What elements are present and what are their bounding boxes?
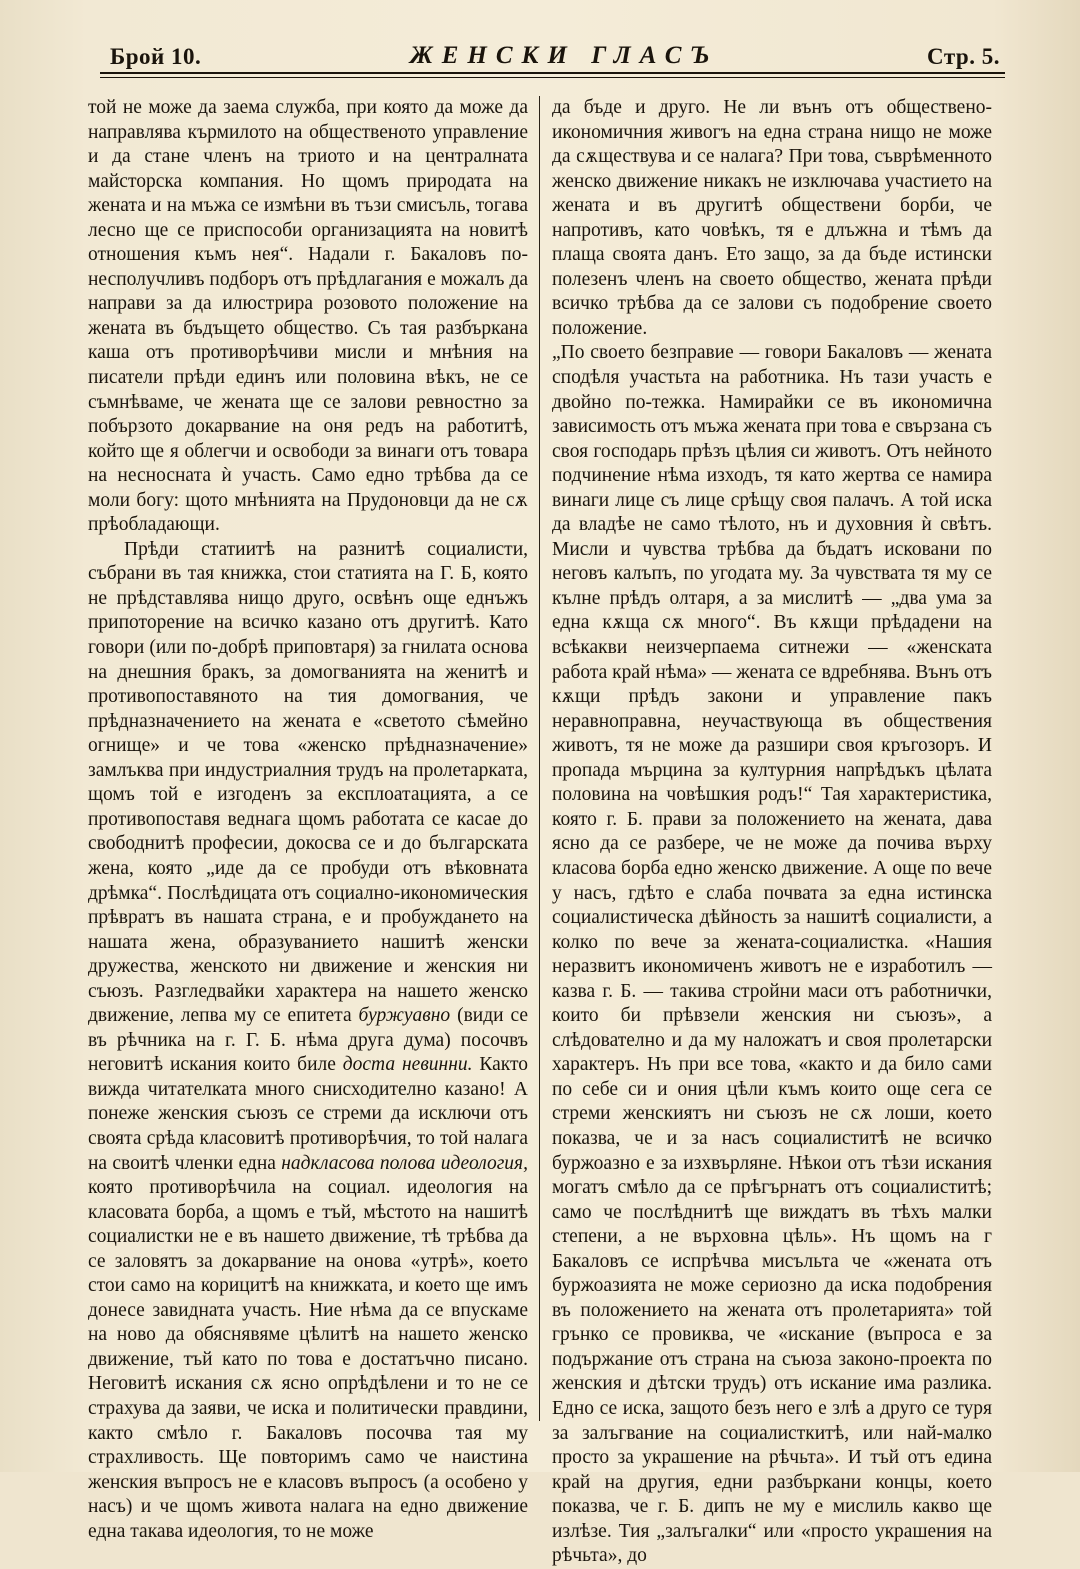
- left-p2-text-c: Както вижда читателката много снисходително казано! А понеже женския съюзъ се стреми да исключи отъ своята срѣда класовитѣ противорѣчия, то той налага на своитѣ членки една: [88, 1054, 529, 1174]
- header-rule-thin: [100, 77, 1005, 78]
- left-column: [88, 96, 528, 1544]
- column-divider: [539, 96, 540, 1421]
- left-p2-text-b: (види се въ рѣчника на г. Г. Б. нѣма друга дума) посочвъ неговитѣ искания които биле: [88, 1005, 529, 1076]
- left-paragraph-1: той не може да заема служба, при която да може да направлява кърмилото на общественото управление и да стане членъ на триото и на централната майсторска компания. Но щомъ природата на жената и на мъжа се измѣни въ тъзи смисъль, тогава лесно ще се приспособи организацията на новитѣ отношения къмъ нея“. Надали г. Бакаловъ по-несполучливъ подборъ отъ прѣдлагания е можалъ да направи за да илюстрира розовото положение на жената въ бъдъщето общество. Съ тая разбъркана каша отъ противорѣчиви мисли и мнѣния на писатели прѣди единъ или половина вѣкъ, не се съмнѣваме, че жената ще се залови ревностно за побързото докарвание на оня редъ на работитѣ, който ще я облегчи и освободи за винаги отъ товара на несносната ѝ участь. Само едно трѣбва да се моли богу: щото мнѣнията на Прудоновци да не сѫ прѣобладающи.: [88, 97, 528, 536]
- left-paragraph-2: [88, 538, 528, 1544]
- left-p2-text-d: която противорѣчила на социал. идеология на класовата борба, а щомъ е тъй, мѣстото на нашитѣ социалистки не е въ нашето движение, тѣ трѣбва да се заловятъ за докарвание на онова «утрѣ», което стои само на корицитѣ на книжката, и което ще имъ донесе завидната участь. Ние нѣма да се впускаме на ново да обяснявяме цѣлитѣ на нашето женско движение, тъй като по това е достатъчно писано. Неговитѣ искания сѫ ясно опрѣдѣлени и то не се страхува да заяви, че иска и политически правдини, както смѣло г. Бакаловъ посочва тая му страхливость. Ще повторимъ само че наистина женския въпросъ не е класовъ въпросъ (а особено у насъ) и че щомъ живота налага на едно движение една такава идеология, то не може: [88, 1177, 528, 1542]
- newspaper-title: ЖЕНСКИ ГЛАСЪ: [409, 42, 719, 69]
- right-column: [552, 96, 992, 1569]
- page-number: Стр. 5.: [927, 44, 1000, 69]
- header-rule: [100, 72, 1005, 74]
- left-p2-emphasis-1: буржуавно: [358, 1005, 451, 1027]
- left-p2-emphasis-3: надкласова полова идеология,: [281, 1152, 528, 1174]
- page-header: [110, 34, 1000, 70]
- left-p2-text-a: Прѣди статиитѣ на разнитѣ социалисти, събрани въ тая книжка, стои статията на Г. Б, която не прѣдставлява нищо друго, освѣнъ още еднъжъ припоторение на всичко казано отъ другитѣ. Като говори (или по-добрѣ приповтаря) за гнилата основа на днешния бракъ, за домогванията на женитѣ и противопоставяното на тия домогвания, че прѣдназначението на жената е «светото сѣмейно огнище» и че това «женско прѣдназначение» замлъква при индустриалния трудъ на пролетарката, щомъ той е изгоденъ за експлоатацията, а се противопоставя веднага щомъ работата се касае до свободнитѣ професии, докосва се и до българската жена, която „иде да се пробуди отъ вѣковната дрѣмка“. Послѣдицата отъ социално-икономическия прѣвратъ въ нашата страна, е и пробуждането на нашата жена, образуванието нашитѣ женски дружества, женското ни движение и женския ни съюзъ. Разгледвайки характера на нашето женско движение, лепва му се епитета: [88, 538, 528, 1027]
- right-paragraph-2: „По своето безправие — говори Бакаловъ — жената сподѣля участьта на работника. Нъ тази участь е двойно по-тежка. Намирайки се въ икономична зависимость отъ мъжа жената при това е свързана съ своя господарь прѣзъ цѣлия си животъ. Отъ нейното подчинение нѣма изходъ, тя като жертва се намира винаги лице съ лице срѣщу своя палачъ. А той иска да владѣе не само тѣлото, нъ и духовния ѝ свѣтъ. Мисли и чувства трѣбва да бъдатъ исковани по неговъ калъпъ, по угодата му. За чувствата тя му се кълне прѣдъ олтаря, а за мислитѣ — „два ума за една кѫща сѫ много“. Въ кѫщи прѣдадени на всѣкакви неизчерпаема ситнежи — «женската работа край нѣма» — жената се вдребнява. Вънъ отъ кѫщи прѣдъ закони и управление пакъ неравноправна, неучаствующа въ обществения животъ, тя не може да разшири своя кръгозоръ. И пропада мърцина за културния напрѣдъкъ цѣлата половина на човѣшкия родъ!“ Тая характеристика, която г. Б. прави за положението на жената, дава ясно да се разбере, че не може да почива върху класова борба едно женско движение. А още по вече у насъ, гдѣто е слаба почвата за една истинска социалистическа дѣйность за нашитѣ социалисти, а колко по вече за жената-социалистка. «Нашия неразвитъ икономиченъ животъ не е изработилъ — казва г. Б. — такива стройни маси отъ работнички, които би прѣвзели женския ни съюзъ», а слѣдователно и да му наложатъ и своя пролетарски характеръ. Нъ при все това, «както и да било сами по себе си и ония цѣли къмъ които още сега се стреми женскиятъ ни съюзъ не сѫ лоши, което показва, че и за насъ социалиститѣ не всичко буржоазно е за изхвърляне. Нѣкои отъ тѣзи искания могатъ смѣло да се прѣгърнатъ отъ социалиститѣ; само че послѣднитѣ ще виждатъ въ тѣхъ малки степени, а не върховна цѣль». Нъ щомъ на г Бакаловъ се испрѣчва мисъльта че «жената отъ буржоазията не може сериозно да иска подобрения въ положението на жената отъ пролетарията» той грънко се провиква, че «искание (въпроса е за подържание отъ страна на съюза законо-проекта по женския и дѣтски трудъ) отъ искание има разлика. Едно се иска, защото безъ него е злѣ а друго се туря за залъгвание на социалисткитѣ, или най-малко просто за украшение на рѣчьта». И тъй отъ едина край на другия, едни разбъркани концы, което показва, че г. Б. дипъ не му е мислиль какво ще излѣзе. Тия „залъгалки“ или «просто украшения на рѣчьта», до: [552, 342, 992, 1567]
- issue-number: Брой 10.: [110, 44, 202, 69]
- left-p2-emphasis-2: доста невинни.: [342, 1054, 473, 1076]
- right-paragraph-1: да бъде и друго. Не ли вънъ отъ обществено-икономичния живогъ на една страна нищо не може да сѫществува и се налага? При това, съврѣменното женско движение никакъ не изключава участието на жената и въ другитѣ обществени борби, че напротивъ, като човѣкъ, тя е длъжна и тѣмъ да плаща своята данъ. Ето защо, за да бъде истински полезенъ членъ на своето общество, жената прѣди всичко трѣбва да се залови съ подобрение своето положение.: [552, 97, 992, 339]
